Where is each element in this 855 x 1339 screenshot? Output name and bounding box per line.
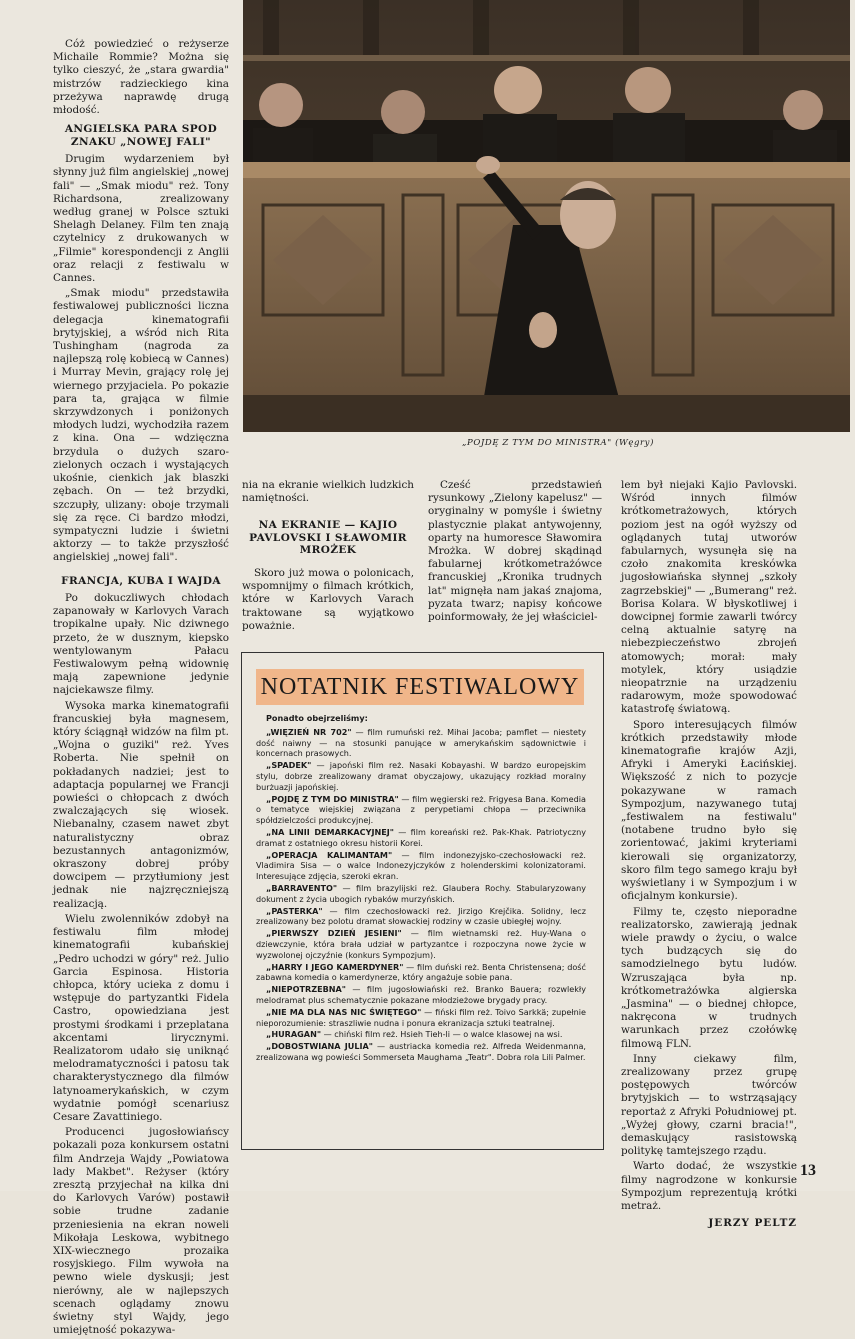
entry-film-title: „POJDĘ Z TYM DO MINISTRA" bbox=[266, 793, 399, 804]
entry-description: — film jugosłowiański reż. Branko Bauera; rozwlekły melodramat plus schematycznie pokazane młodzieżowe brygady pracy. bbox=[256, 984, 586, 1005]
entry-film-title: „PIERWSZY DZIEŃ JESIENI" bbox=[266, 928, 402, 939]
section-heading-on-screen: NA EKRANIE — KAJIO PAVLOVSKI I SŁAWOMIR MROŻEK bbox=[249, 519, 407, 557]
entry-description: — film duński reż. Benta Christensena; dość zabawna komedia o kamerdynerze, który angażuje sobie pana. bbox=[256, 961, 586, 983]
entry-film-title: „HURAGAN" bbox=[266, 1029, 322, 1040]
section-heading-english-pair: ANGIELSKA PARA SPOD ZNAKU „NOWEJ FALI" bbox=[64, 123, 218, 148]
article-column-1 bbox=[53, 38, 229, 1339]
entry-description: — film indonezyjsko-czechosłowacki reż. Vladimira Sisa — o walce Indonezyjczyków z holenderskimi kolonizatorami. Interesujące zdjęcia, szeroki ekran. bbox=[256, 849, 586, 882]
entry-film-title: „NIE MA DLA NAS NIC ŚWIĘTEGO" bbox=[266, 1006, 422, 1017]
festival-notebook-entry bbox=[256, 760, 586, 792]
entry-description: — film rumuński reż. Mihai Jacoba; pamflet — niestety dość naiwny — na stosunki panujące w amerykańskim sądownictwie i koncernach prasowych. bbox=[256, 726, 586, 759]
paragraph: Inny ciekawy film, zrealizowany przez grupę postępowych twórców brytyjskich — to wstrząsający reportaż z Afryki Południowej pt. „Wyżej głowy, czarni bracia!", demaskujący rasistowską politykę tamtejszego rządu. bbox=[621, 1052, 797, 1158]
paragraph: Wielu zwolenników zdobył na festiwalu film młodej kinematografii kubańskiej „Pedro uchodzi w góry" reż. Julio Garcia Espinosa. Historia chłopca, który ucieka z domu i wstępuje do partyzantki Fidela Castro, opowiedziana jest prostymi środkami i przeplatana akcentami lirycznymi. Realizatorom udało się uniknąć melodramatyczności i patosu tak charakterystycznego dla filmów latynoamerykańskich, w czym wydatnie pomógł scenariusz Cesare Zavattiniego. bbox=[53, 912, 229, 1123]
photo-caption: „POJDĘ Z TYM DO MINISTRA" (Węgry) bbox=[462, 438, 655, 448]
author-signature: JERZY PELTZ bbox=[708, 1217, 797, 1230]
article-column-4 bbox=[621, 479, 797, 1230]
paragraph: lem był niejaki Kajio Pavlovski. Wśród innych filmów krótkometrażowych, których poziom jest na ogół wyższy od oglądanych tutaj utworów fabularnych, wysunęła się na czoło znakomita kreskówka jugosłowiańska słynnej „szkoły zagrzebskiej" — „Bumerang" reż. Borisa Kolara. W błyskotliwej i dowcipnej formie zawarli twórcy celną aktualnie satyrę na niebezpieczeństwo zbrojeń atomowych; morał: mały motylek, który usiądzie nieopatrznie na urządzeniu radarowym, może spowodować katastrofę światową. bbox=[621, 479, 797, 716]
entry-description: — film wietnamski reż. Huy-Wana o dziewczynie, która brała udział w partyzantce i rozpoczyna nowe życie w wyzwolonej ojczyźnie (konkurs Sympozjum). bbox=[256, 928, 586, 960]
entry-film-title: „OPERACJA KALIMANTAM" bbox=[266, 849, 393, 860]
paragraph: Skoro już mowa o polonicach, wspomnijmy o filmach krótkich, które w Karlovych Varach traktowane są wyjątkowo poważnie. bbox=[242, 566, 414, 632]
entry-film-title: „DOBOSTWIANA JULIA" bbox=[266, 1041, 374, 1052]
paragraph: Drugim wydarzeniem był słynny już film angielskiej „nowej fali" — „Smak miodu" reż. Tony Richardsona, zrealizowany według granej w Polsce sztuki Shelagh Delaney. Film ten znają czytelnicy z drukowanych w „Filmie" korespondencji z Anglii oraz relacji z festiwalu w Cannes. bbox=[53, 153, 229, 285]
entry-description: — film czechosłowacki reż. Jirzigo Krejčika. Solidny, lecz zrealizowany bez polotu dramat słowackiej rodziny w czasie ubiegłej wojny. bbox=[256, 905, 586, 927]
festival-notebook-entry bbox=[256, 1041, 586, 1063]
entry-description: — film węgierski reż. Frigyesa Bana. Komedia o tematyce wiejskiej związana z perypetiami chłopa — przeciwnika spółdzielczości produkcyjnej. bbox=[256, 793, 586, 826]
festival-notebook-title: NOTATNIK FESTIWALOWY bbox=[256, 669, 584, 705]
paragraph: Filmy te, często nieporadne realizatorsko, zawierają jednak wiele prawdy o życiu, o walce tych budzących się do samodzielnego bytu ludów. Wzruszająca była np. krótkometrażówka algierska „Jasmina" — o biednej chłopce, nakręcona w trudnych warunkach przez czołówkę filmową FLN. bbox=[621, 905, 797, 1050]
article-column-2 bbox=[242, 479, 414, 635]
entry-film-title: „NA LINII DEMARKACYJNEJ" bbox=[266, 826, 394, 837]
festival-notebook-entry bbox=[256, 962, 586, 984]
entry-description: — austriacka komedia reż. Alfreda Weidenmanna, zrealizowana wg powieści Sommerseta Maughama „Teatr". Dobra rola Lili Palmer. bbox=[256, 1041, 586, 1062]
paragraph: „Smak miodu" przedstawiła festiwalowej publiczności liczna delegacja kinematografii brytyjskiej, a wśród nich Rita Tushingham (nagroda za najlepszą rolę kobiecą w Cannes) i Murray Mevin, grający rolę jej wiernego przyjaciela. Po pokazie para ta, grająca w filmie skrzywdzonych i poniżonych młodych ludzi, wychodziła razem z kina. Ona — wdzięczna brzydula o dużych szaro-zielonych oczach i wystających ukośnie, cienkich jak blaszki zębach. On — też brzydki, szczupły, ulizany: oboje trzymali się za ręce. Ci bardzo młodzi, sympatyczni ludzie i świetni aktorzy — to także przyszłość angielskiej „nowej fali". bbox=[53, 287, 229, 564]
paragraph: Producenci jugosłowiańscy pokazali poza konkursem ostatni film Andrzeja Wajdy „Powiatowa lady Makbet". Reżyser (który zresztą przyjechał na kilka dni do Karlovych Varów) postawił sobie trudne zadanie przeniesienia na ekran noweli Mikołaja Leskowa, wybitnego XIX-wiecznego prozaika rosyjskiego. Film wywoła na pewno wiele dyskusji; jest nierówny, ale w najlepszych scenach oglądamy znowu świetny styl Wajdy, jego umiejętność pokazywa- bbox=[53, 1126, 229, 1337]
page-number: 13 bbox=[800, 1162, 816, 1179]
entry-description: — fiński film reż. Toivo Sarkkä; zupełnie nieporozumienie: straszliwie nudna i ponura ekranizacja sztuki teatralnej. bbox=[256, 1006, 586, 1028]
festival-notebook-entry bbox=[256, 827, 586, 849]
festival-notebook-entry bbox=[256, 794, 586, 826]
festival-notebook-entry bbox=[256, 1029, 586, 1040]
article-column-3 bbox=[428, 479, 602, 626]
paragraph: nia na ekranie wielkich ludzkich namiętności. bbox=[242, 479, 414, 505]
festival-notebook-entry bbox=[256, 906, 586, 928]
paragraph: Cóż powiedzieć o reżyserze Michaile Rommie? Można się tylko cieszyć, że „stara gwardia" mistrzów radzieckiego kina przeżywa naprawdę drugą młodość. bbox=[53, 38, 229, 117]
festival-notebook-entry bbox=[256, 928, 586, 960]
section-heading-france-cuba-wajda: FRANCJA, KUBA I WAJDA bbox=[61, 574, 221, 587]
entry-description: — japoński film reż. Nasaki Kobayashi. W bardzo europejskim stylu, dobrze zrealizowany dramat obyczajowy, ukazujący rozkład moralny burżuazji japońskiej. bbox=[256, 760, 586, 792]
paragraph: Cześć przedstawień rysunkowy „Zielony kapelusz" — oryginalny w pomyśle i świetny plastycznie plakat antywojenny, oparty na humoresce Sławomira Mrożka. W dobrej skądinąd fabularnej krótkometrażówce francuskiej „Kronika trudnych lat" mignęła nam jakaś znajoma, pyzata twarz; napisy końcowe poinformowały, że jej właściciel- bbox=[428, 479, 602, 624]
festival-notebook-entry bbox=[256, 883, 586, 905]
entry-film-title: „HARRY I JEGO KAMERDYNER" bbox=[266, 961, 404, 972]
film-still-photo bbox=[243, 0, 850, 432]
entry-description: — chiński film reż. Hsieh Tieh-li — o walce klasowej na wsi. bbox=[321, 1029, 563, 1040]
entry-film-title: „PASTERKA" bbox=[266, 905, 323, 916]
entry-description: — film brazylijski reż. Glaubera Rochy. Stabularyzowany dokument z życia ubogich rybaków murzyńskich. bbox=[256, 882, 586, 904]
festival-notebook-body bbox=[256, 713, 586, 1064]
festival-notebook-entry bbox=[256, 1007, 586, 1029]
entry-description: — film koreański reż. Pak-Khak. Patriotyczny dramat z ostatniego okresu historii Korei. bbox=[256, 826, 587, 848]
entry-film-title: „NIEPOTRZEBNA" bbox=[266, 984, 347, 995]
paragraph: Wysoka marka kinematografii francuskiej była magnesem, który ściągnął widzów na film pt. „Wojna o guziki" reż. Yves Roberta. Nie spełnił on pokładanych nadziei; jest to adaptacja popularnej we Francji powieści o chłopcach z dwóch zwalczających się wiosek. Niebanalny, czasem nawet zbyt naturalistyczny obraz bezustannych antagonizmów, okraszony dobrej próby dowcipem — przytłumiony jest jednak nie najzręczniejszą realizacją. bbox=[53, 699, 229, 910]
entry-film-title: „BARRAVENTO" bbox=[266, 882, 338, 893]
entry-film-title: „SPADEK" bbox=[266, 760, 312, 771]
festival-notebook-intro: Ponadto obejrzeliśmy: bbox=[266, 713, 368, 723]
festival-notebook-box bbox=[241, 652, 604, 1150]
festival-notebook-entry bbox=[256, 727, 586, 759]
film-still-illustration bbox=[243, 0, 850, 432]
entry-film-title: „WIĘZIEŃ NR 702" bbox=[266, 726, 352, 737]
paragraph: Warto dodać, że wszystkie filmy nagrodzone w konkursie Sympozjum reprezentują krótki metraż. bbox=[621, 1160, 797, 1212]
paragraph: Po dokuczliwych chłodach zapanowały w Karlovych Varach tropikalne upały. Nic dziwnego przeto, że w dusznym, kiepsko wentylowanym Pałacu Festiwalowym pełną widownię mają zapewnione jedynie najciekawsze filmy. bbox=[53, 592, 229, 697]
festival-notebook-entry bbox=[256, 850, 586, 882]
paragraph: Sporo interesujących filmów krótkich przedstawiły młode kinematografie krajów Azji, Afryki i Ameryki Łacińskiej. Większość z nich to pozycje pokazywane w ramach Sympozjum, nazywanego tutaj „festiwalem na festiwalu" (notabene trudno było się zorientować, jakimi kryteriami kierowali się organizatorzy, skoro film tego samego kraju był wyświetlany i w Sympozjum i w oficjalnym konkursie). bbox=[621, 718, 797, 903]
festival-notebook-entry bbox=[256, 984, 586, 1006]
